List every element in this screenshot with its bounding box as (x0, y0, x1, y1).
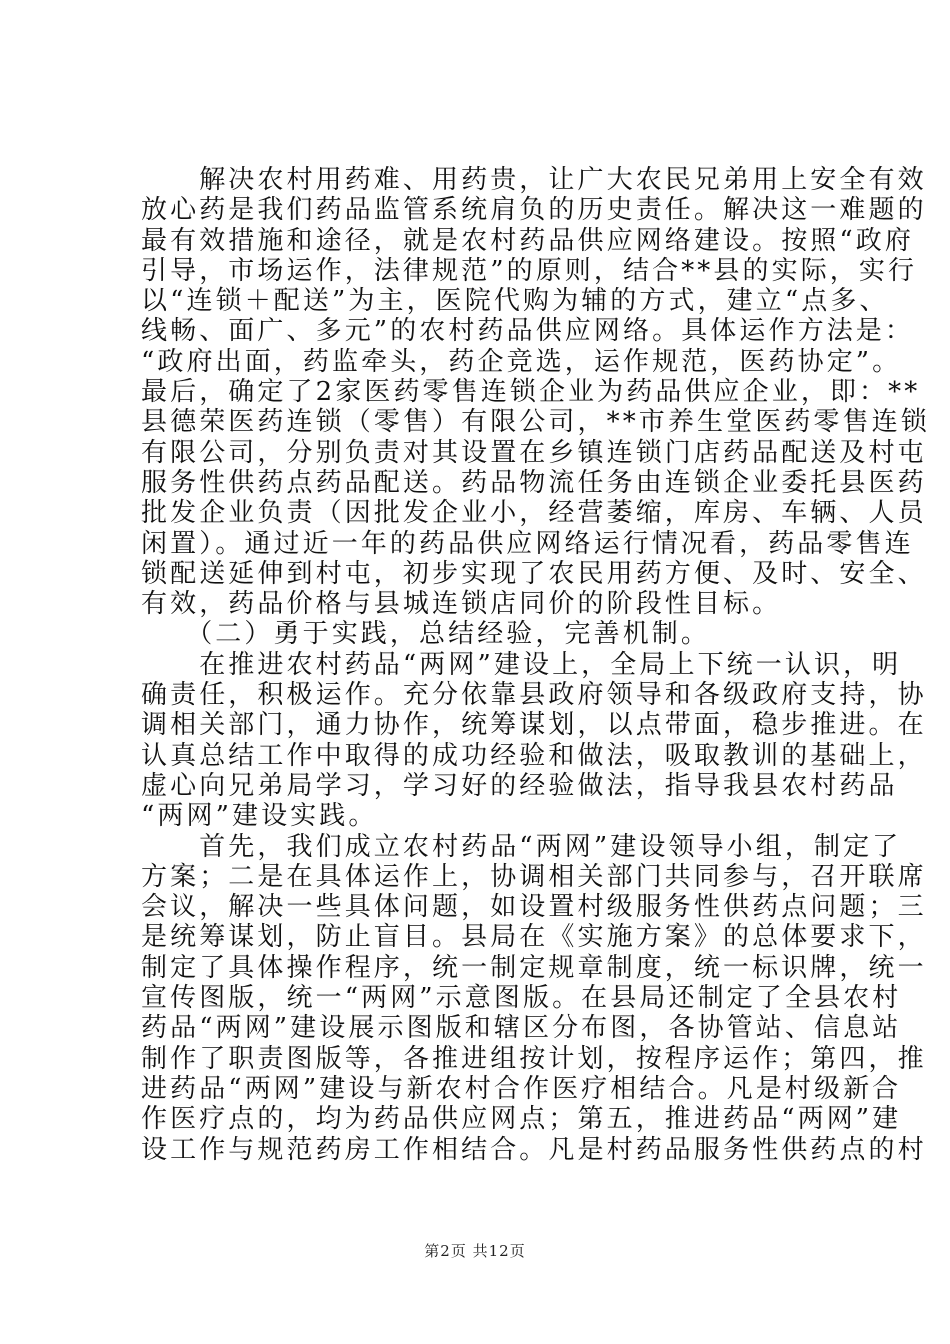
text-line: 制作了职责图版等，各推进组按计划，按程序运作；第四，推 (141, 1043, 927, 1074)
text-line: 有效，药品价格与县城连锁店同价的阶段性目标。 (141, 589, 782, 620)
text-line: 以“连锁＋配送”为主，医院代购为辅的方式，建立“点多、 (141, 286, 889, 317)
text-line: 解决农村用药难、用药贵，让广大农民兄弟用上安全有效 (141, 165, 927, 195)
text-line: 方案；二是在具体运作上，协调相关部门共同参与，召开联席 (141, 861, 927, 892)
text-line: 有限公司，分别负责对其设置在乡镇连锁门店药品配送及村屯 (141, 437, 927, 468)
text-line: 最有效措施和途径，就是农村药品供应网络建设。按照“政府 (141, 225, 914, 256)
text-line: 首先，我们成立农村药品“两网”建设领导小组，制定了 (141, 831, 902, 862)
text-line: 放心药是我们药品监管系统肩负的历史责任。解决这一难题的 (141, 195, 927, 226)
text-line: 锁配送延伸到村屯，初步实现了农民用药方便、及时、安全、 (141, 558, 927, 589)
text-line: 县德荣医药连锁（零售）有限公司，**市养生堂医药零售连锁 (141, 407, 930, 438)
text-line: 宣传图版，统一“两网”示意图版。在县局还制定了全县农村 (141, 983, 902, 1014)
text-line: 虚心向兄弟局学习，学习好的经验做法，指导我县农村药品 (141, 770, 898, 801)
text-line: 闲置）。通过近一年的药品供应网络运行情况看，药品零售连 (141, 528, 914, 559)
text-line: 会议，解决一些具体问题，如设置村级服务性供药点问题；三 (141, 892, 927, 923)
page-footer: 第2页 共12页 (424, 1242, 526, 1260)
text-line: 制定了具体操作程序，统一制定规章制度，统一标识牌，统一 (141, 952, 927, 983)
text-line: （二）勇于实践，总结经验，完善机制。 (141, 619, 711, 650)
text-line: 批发企业负责（因批发企业小，经营萎缩，库房、车辆、人员 (141, 498, 927, 529)
text-line: 在推进农村药品“两网”建设上，全局上下统一认识，明 (141, 649, 902, 680)
text-line: 确责任，积极运作。充分依靠县政府领导和各级政府支持，协 (141, 680, 927, 711)
text-line: “政府出面，药监牵头，药企竞选，运作规范，医药协定”。 (141, 346, 902, 377)
text-line: 最后，确定了2家医药零售连锁企业为药品供应企业，即：** (141, 377, 921, 408)
text-line: 引导，市场运作，法律规范”的原则，结合**县的实际，实行 (141, 255, 918, 286)
text-line: 认真总结工作中取得的成功经验和做法，吸取教训的基础上， (141, 740, 927, 771)
text-line: 进药品“两网”建设与新农村合作医疗相结合。凡是村级新合 (141, 1073, 902, 1104)
text-line: 设工作与规范药房工作相结合。凡是村药品服务性供药点的村 (141, 1134, 927, 1165)
text-line: 服务性供药点药品配送。药品物流任务由连锁企业委托县医药 (141, 467, 927, 498)
text-line: 调相关部门，通力协作，统筹谋划，以点带面，稳步推进。在 (141, 710, 927, 741)
text-line: 作医疗点的，均为药品供应网点；第五，推进药品“两网”建 (141, 1104, 902, 1135)
text-line: 是统筹谋划，防止盲目。县局在《实施方案》的总体要求下， (141, 922, 927, 953)
text-line: 药品“两网”建设展示图版和辖区分布图，各协管站、信息站 (141, 1013, 902, 1044)
body-text (141, 165, 930, 1165)
text-line: 线畅、面广、多元”的农村药品供应网络。具体运作方法是： (141, 316, 914, 347)
text-line: “两网”建设实践。 (141, 801, 378, 832)
